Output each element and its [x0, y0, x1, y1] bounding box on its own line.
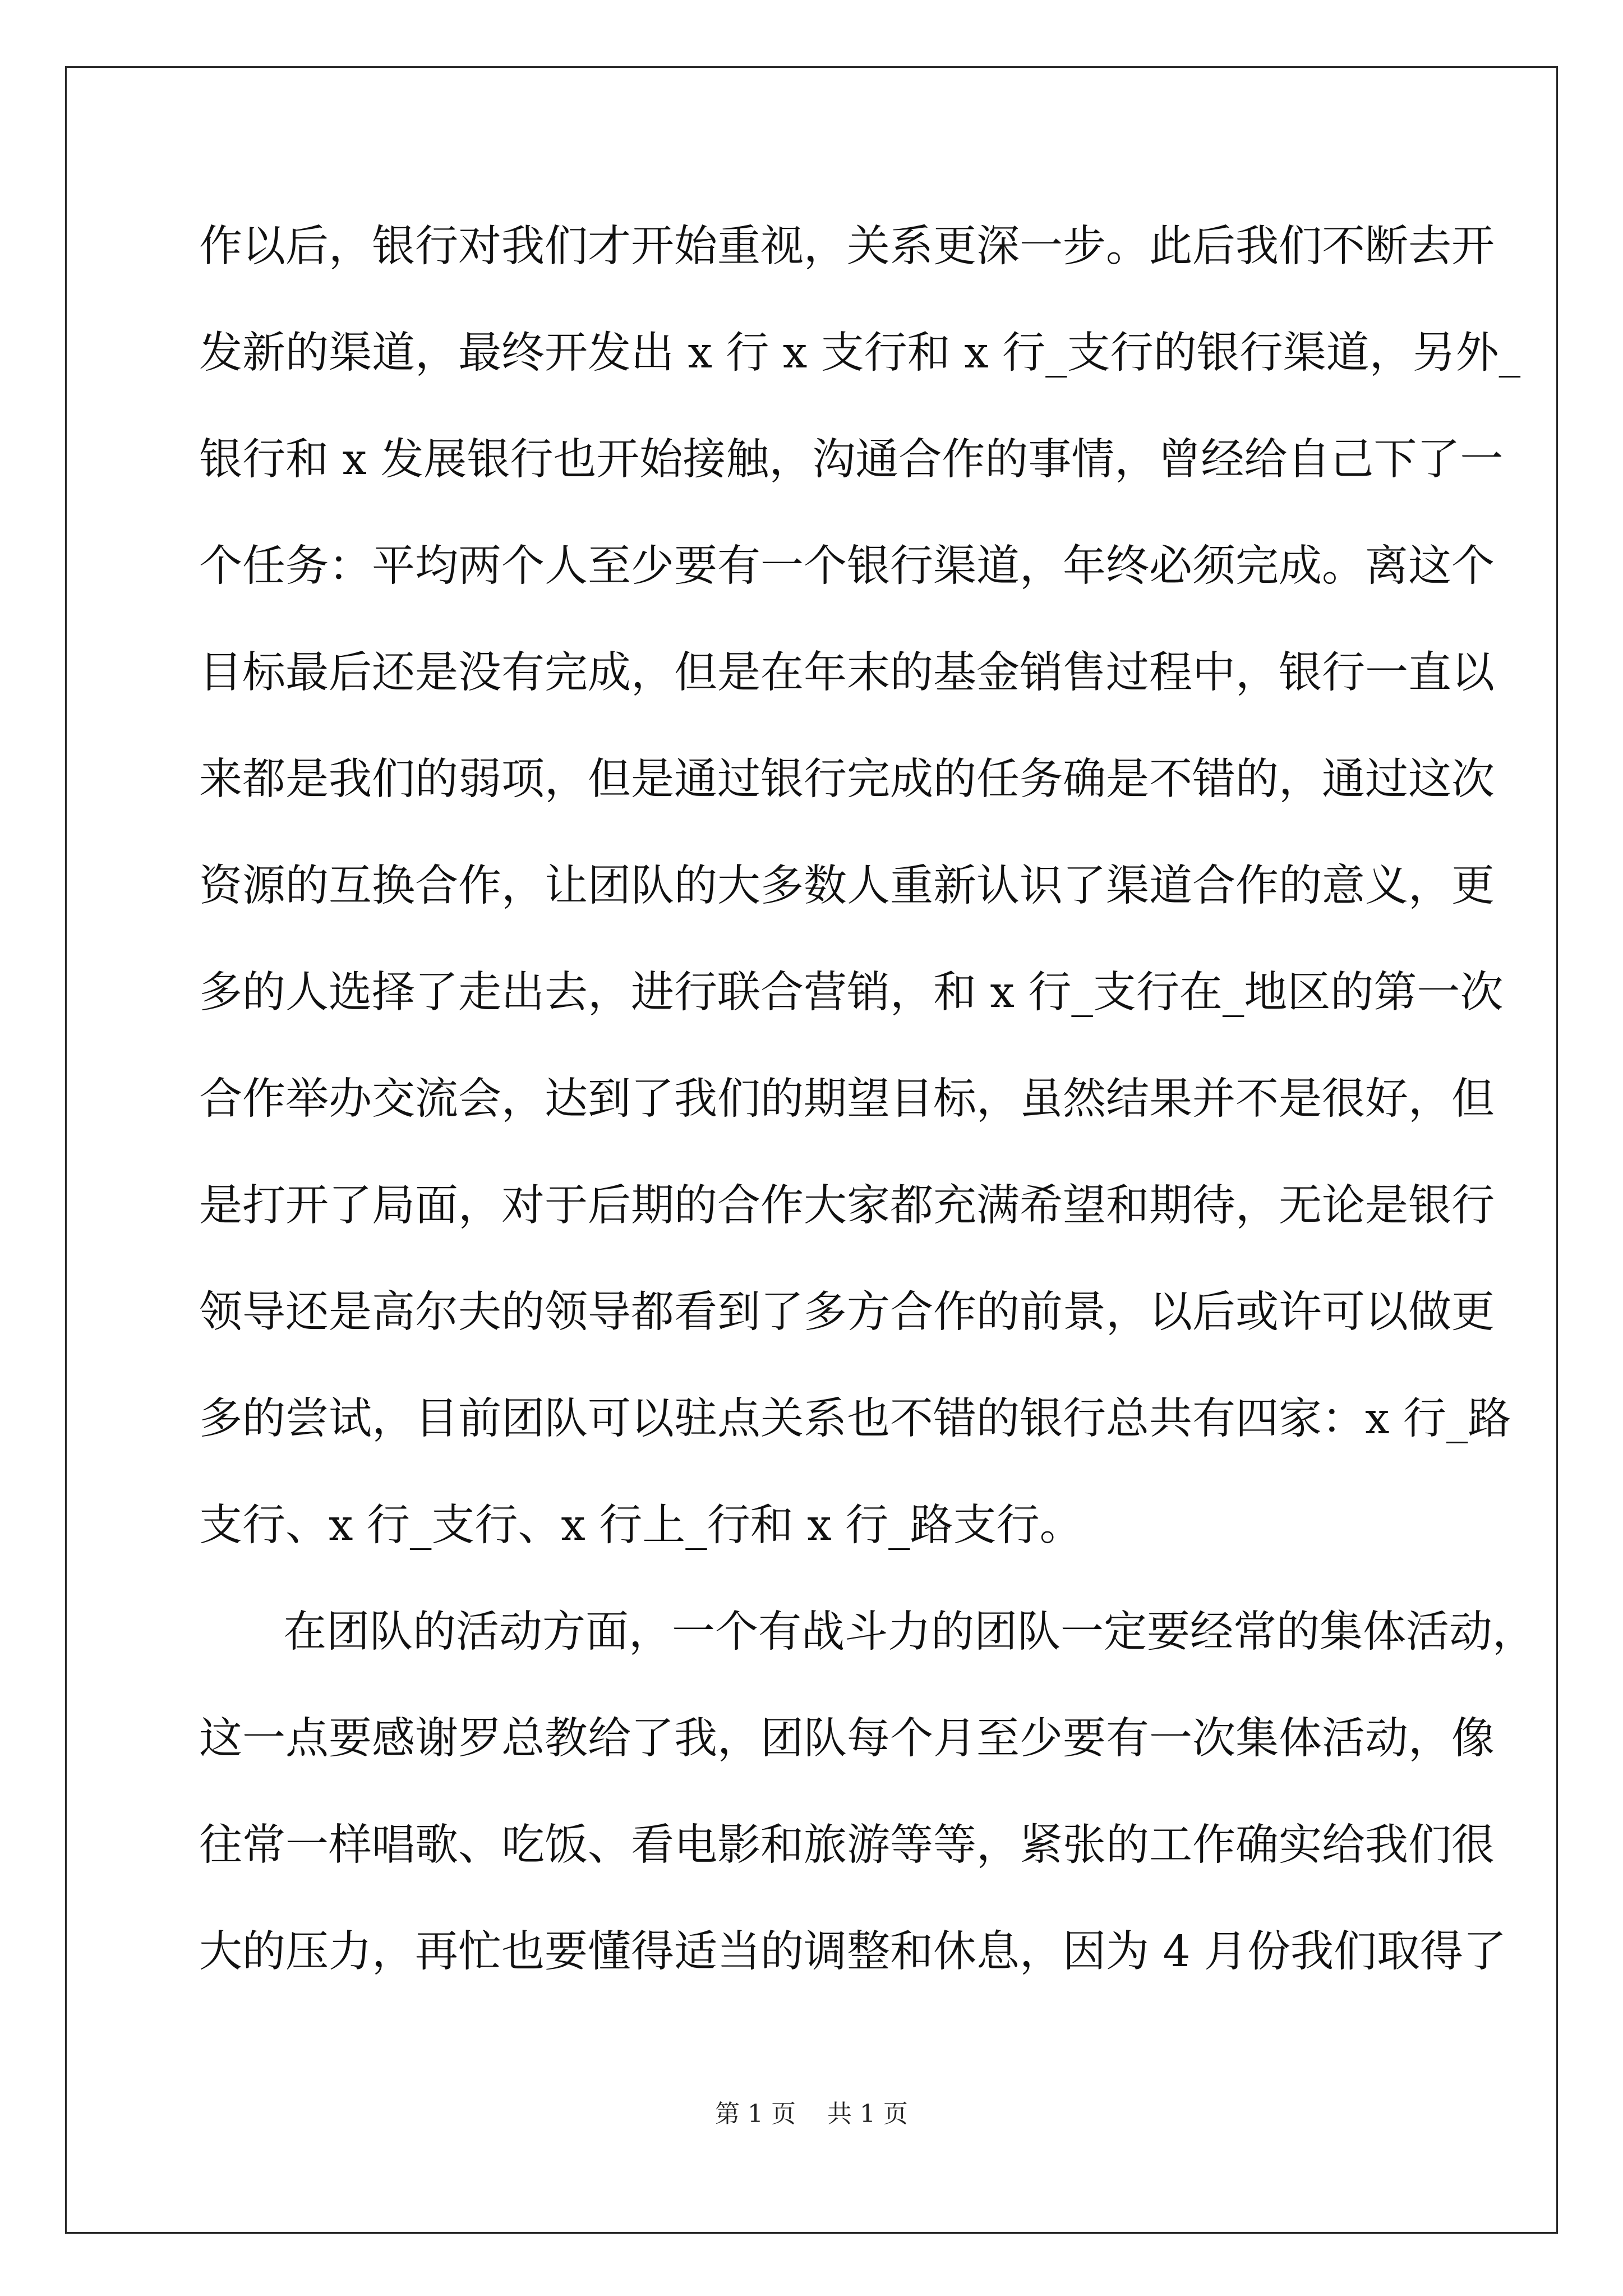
text-line-17: 大的压力，再忙也要懂得适当的调整和休息，因为 4 月份我们取得了 — [199, 1927, 1506, 1977]
text-line-12: 多的尝试，目前团队可以驻点关系也不错的银行总共有四家：x 行_路 — [199, 1394, 1511, 1444]
text-line-3: 银行和 x 发展银行也开始接触，沟通合作的事情，曾经给自己下了一 — [199, 435, 1504, 485]
page-footer: 第 1 页 共 1 页 — [715, 2100, 908, 2128]
text-line-4: 个任务：平均两个人至少要有一个银行渠道，年终必须完成。离这个 — [199, 541, 1495, 591]
text-line-14: 在团队的活动方面，一个有战斗力的团队一定要经常的集体活动， — [283, 1607, 1536, 1657]
text-line-10: 是打开了局面，对于后期的合作大家都充满希望和期待，无论是银行 — [199, 1181, 1495, 1231]
text-line-9: 合作举办交流会，达到了我们的期望目标，虽然结果并不是很好，但 — [199, 1074, 1495, 1124]
text-line-6: 来都是我们的弱项，但是通过银行完成的任务确是不错的，通过这次 — [199, 754, 1495, 804]
text-line-11: 领导还是高尔夫的领导都看到了多方合作的前景，以后或许可以做更 — [199, 1287, 1495, 1337]
text-line-5: 目标最后还是没有完成，但是在年末的基金销售过程中，银行一直以 — [199, 648, 1495, 698]
text-line-1: 作以后，银行对我们才开始重视，关系更深一步。此后我们不断去开 — [199, 222, 1495, 272]
text-line-7: 资源的互换合作，让团队的大多数人重新认识了渠道合作的意义，更 — [199, 861, 1495, 911]
text-line-13: 支行、x 行_支行、x 行上_行和 x 行_路支行。 — [199, 1501, 1083, 1550]
text-line-2: 发新的渠道，最终开发出 x 行 x 支行和 x 行_支行的银行渠道，另外_ — [199, 328, 1521, 378]
document-body — [199, 208, 1536, 2019]
text-line-15: 这一点要感谢罗总教给了我，团队每个月至少要有一次集体活动，像 — [199, 1714, 1495, 1764]
text-line-8: 多的人选择了走出去，进行联合营销，和 x 行_支行在_地区的第一次 — [199, 968, 1504, 1018]
text-line-16: 往常一样唱歌、吃饭、看电影和旅游等等，紧张的工作确实给我们很 — [199, 1820, 1495, 1870]
